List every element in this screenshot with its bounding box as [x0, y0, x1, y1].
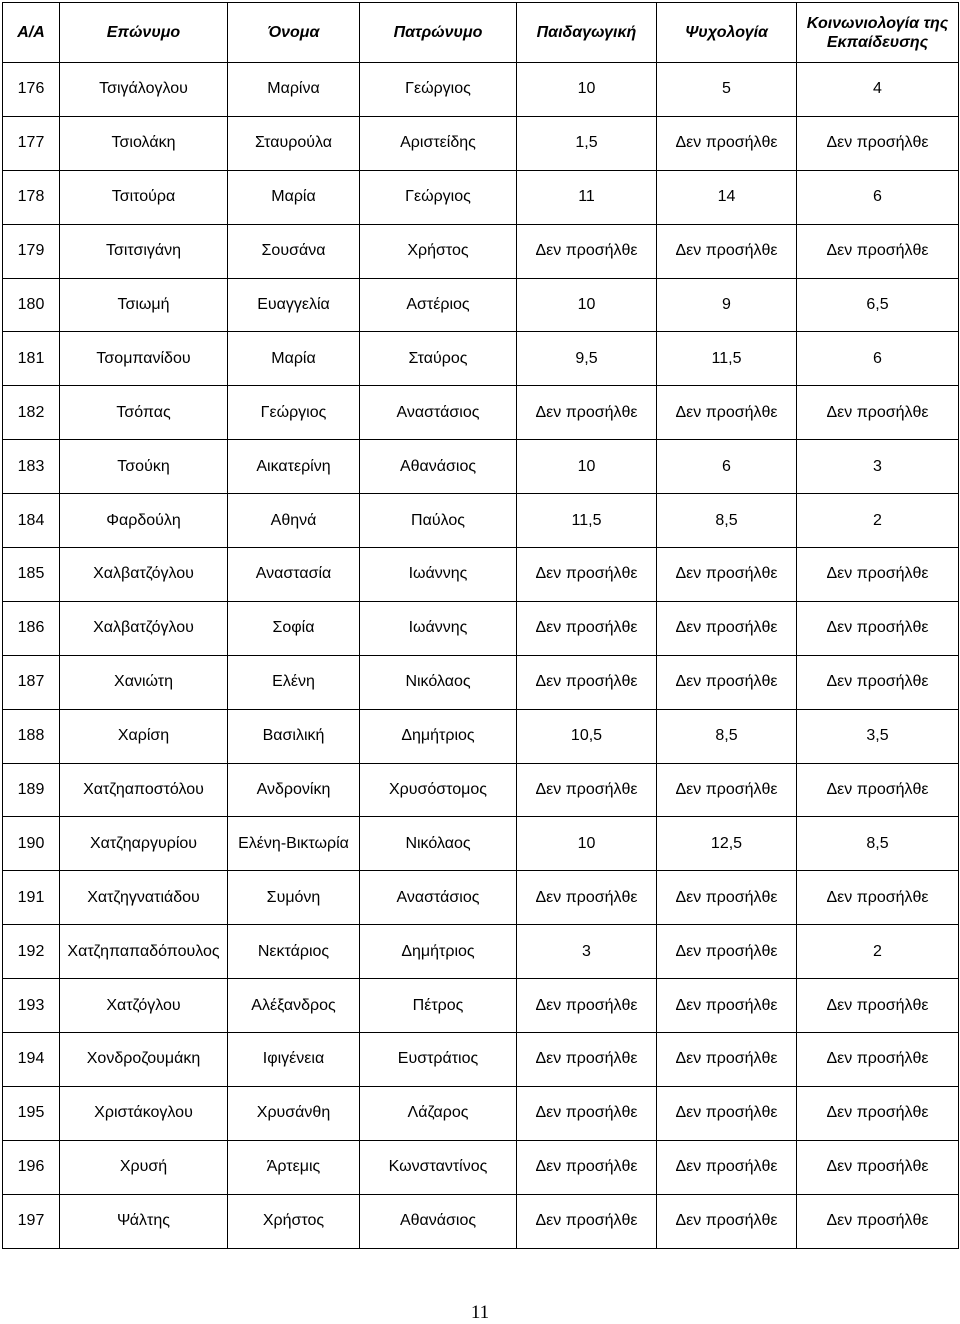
cell-father: Δημήτριος — [360, 709, 517, 763]
cell-sociology: Δεν προσήλθε — [797, 386, 959, 440]
cell-name: Ευαγγελία — [228, 278, 360, 332]
cell-father: Ιωάννης — [360, 601, 517, 655]
cell-father: Ευστράτιος — [360, 1033, 517, 1087]
cell-pedagogy: Δεν προσήλθε — [517, 1194, 657, 1248]
cell-sociology: Δεν προσήλθε — [797, 224, 959, 278]
table-row — [3, 1086, 959, 1140]
cell-father: Νικόλαος — [360, 817, 517, 871]
cell-psychology: 6 — [657, 440, 797, 494]
cell-name: Μαρία — [228, 332, 360, 386]
cell-aa: 178 — [3, 170, 60, 224]
cell-aa: 179 — [3, 224, 60, 278]
cell-name: Ελένη-Βικτωρία — [228, 817, 360, 871]
header-aa: Α/Α — [3, 3, 60, 63]
cell-father: Αθανάσιος — [360, 1194, 517, 1248]
cell-father: Γεώργιος — [360, 170, 517, 224]
cell-surname: Χρυσή — [60, 1140, 228, 1194]
cell-aa: 186 — [3, 601, 60, 655]
cell-father: Νικόλαος — [360, 655, 517, 709]
cell-psychology: Δεν προσήλθε — [657, 116, 797, 170]
table-body — [3, 63, 959, 1249]
table-row — [3, 116, 959, 170]
cell-sociology: 6 — [797, 170, 959, 224]
table-row — [3, 655, 959, 709]
cell-name: Χρήστος — [228, 1194, 360, 1248]
cell-father: Αθανάσιος — [360, 440, 517, 494]
table-row — [3, 386, 959, 440]
cell-surname: Χατζόγλου — [60, 979, 228, 1033]
table-row — [3, 63, 959, 117]
cell-psychology: Δεν προσήλθε — [657, 979, 797, 1033]
table-row — [3, 979, 959, 1033]
cell-name: Αλέξανδρος — [228, 979, 360, 1033]
cell-name: Ελένη — [228, 655, 360, 709]
cell-pedagogy: 10 — [517, 278, 657, 332]
results-table — [2, 2, 959, 1249]
cell-psychology: Δεν προσήλθε — [657, 224, 797, 278]
cell-sociology: Δεν προσήλθε — [797, 1086, 959, 1140]
cell-surname: Τσόπας — [60, 386, 228, 440]
header-pedagogy: Παιδαγωγική — [517, 3, 657, 63]
cell-sociology: 3,5 — [797, 709, 959, 763]
table-row — [3, 871, 959, 925]
cell-father: Λάζαρος — [360, 1086, 517, 1140]
cell-psychology: 8,5 — [657, 494, 797, 548]
cell-surname: Τσιτούρα — [60, 170, 228, 224]
table-row — [3, 1194, 959, 1248]
cell-name: Ιφιγένεια — [228, 1033, 360, 1087]
cell-surname: Χαλβατζόγλου — [60, 548, 228, 602]
cell-psychology: 12,5 — [657, 817, 797, 871]
cell-pedagogy: 10 — [517, 817, 657, 871]
cell-name: Νεκτάριος — [228, 925, 360, 979]
page-number: 11 — [470, 1302, 490, 1323]
cell-pedagogy: Δεν προσήλθε — [517, 224, 657, 278]
cell-aa: 187 — [3, 655, 60, 709]
cell-surname: Τσιωμή — [60, 278, 228, 332]
cell-pedagogy: Δεν προσήλθε — [517, 601, 657, 655]
cell-psychology: 11,5 — [657, 332, 797, 386]
cell-name: Σοφία — [228, 601, 360, 655]
cell-aa: 183 — [3, 440, 60, 494]
header-psychology: Ψυχολογία — [657, 3, 797, 63]
cell-surname: Τσιτσιγάνη — [60, 224, 228, 278]
cell-surname: Χατζηπαπαδόπουλος — [60, 925, 228, 979]
cell-aa: 191 — [3, 871, 60, 925]
cell-aa: 196 — [3, 1140, 60, 1194]
cell-surname: Τσιολάκη — [60, 116, 228, 170]
cell-surname: Χατζηγνατιάδου — [60, 871, 228, 925]
cell-name: Μαρία — [228, 170, 360, 224]
cell-pedagogy: Δεν προσήλθε — [517, 979, 657, 1033]
table-header — [3, 3, 959, 63]
cell-surname: Ψάλτης — [60, 1194, 228, 1248]
header-row — [3, 3, 959, 63]
cell-psychology: 14 — [657, 170, 797, 224]
cell-pedagogy: 11 — [517, 170, 657, 224]
cell-name: Άρτεμις — [228, 1140, 360, 1194]
cell-father: Ιωάννης — [360, 548, 517, 602]
cell-pedagogy: 11,5 — [517, 494, 657, 548]
cell-sociology: 4 — [797, 63, 959, 117]
cell-psychology: Δεν προσήλθε — [657, 386, 797, 440]
cell-name: Χρυσάνθη — [228, 1086, 360, 1140]
cell-father: Παύλος — [360, 494, 517, 548]
cell-surname: Τσιγάλογλου — [60, 63, 228, 117]
cell-aa: 184 — [3, 494, 60, 548]
cell-sociology: Δεν προσήλθε — [797, 1194, 959, 1248]
cell-pedagogy: Δεν προσήλθε — [517, 871, 657, 925]
cell-pedagogy: Δεν προσήλθε — [517, 1140, 657, 1194]
cell-aa: 192 — [3, 925, 60, 979]
header-name: Όνομα — [228, 3, 360, 63]
cell-name: Αικατερίνη — [228, 440, 360, 494]
cell-sociology: 3 — [797, 440, 959, 494]
cell-sociology: Δεν προσήλθε — [797, 1033, 959, 1087]
cell-sociology: 8,5 — [797, 817, 959, 871]
cell-name: Αθηνά — [228, 494, 360, 548]
cell-aa: 193 — [3, 979, 60, 1033]
table-row — [3, 1033, 959, 1087]
cell-psychology: Δεν προσήλθε — [657, 925, 797, 979]
table-row — [3, 332, 959, 386]
cell-sociology: 2 — [797, 494, 959, 548]
cell-surname: Χατζηαποστόλου — [60, 763, 228, 817]
cell-surname: Τσομπανίδου — [60, 332, 228, 386]
table-row — [3, 170, 959, 224]
cell-aa: 190 — [3, 817, 60, 871]
cell-psychology: Δεν προσήλθε — [657, 1086, 797, 1140]
cell-sociology: Δεν προσήλθε — [797, 655, 959, 709]
cell-aa: 177 — [3, 116, 60, 170]
cell-father: Χρήστος — [360, 224, 517, 278]
cell-aa: 197 — [3, 1194, 60, 1248]
cell-surname: Φαρδούλη — [60, 494, 228, 548]
cell-name: Μαρίνα — [228, 63, 360, 117]
cell-psychology: Δεν προσήλθε — [657, 1140, 797, 1194]
cell-sociology: Δεν προσήλθε — [797, 871, 959, 925]
table-row — [3, 709, 959, 763]
cell-pedagogy: 3 — [517, 925, 657, 979]
cell-aa: 195 — [3, 1086, 60, 1140]
cell-psychology: 9 — [657, 278, 797, 332]
cell-sociology: 6,5 — [797, 278, 959, 332]
cell-sociology: Δεν προσήλθε — [797, 601, 959, 655]
cell-pedagogy: 10,5 — [517, 709, 657, 763]
cell-aa: 194 — [3, 1033, 60, 1087]
cell-psychology: Δεν προσήλθε — [657, 1033, 797, 1087]
cell-father: Αστέριος — [360, 278, 517, 332]
cell-father: Δημήτριος — [360, 925, 517, 979]
table-row — [3, 440, 959, 494]
cell-aa: 189 — [3, 763, 60, 817]
header-sociology: Κοινωνιολογία της Εκπαίδευσης — [797, 3, 959, 63]
cell-father: Αναστάσιος — [360, 871, 517, 925]
table-row — [3, 548, 959, 602]
cell-father: Αριστείδης — [360, 116, 517, 170]
header-surname: Επώνυμο — [60, 3, 228, 63]
cell-aa: 185 — [3, 548, 60, 602]
cell-name: Βασιλική — [228, 709, 360, 763]
cell-sociology: Δεν προσήλθε — [797, 763, 959, 817]
table-row — [3, 278, 959, 332]
cell-father: Γεώργιος — [360, 63, 517, 117]
cell-surname: Χανιώτη — [60, 655, 228, 709]
cell-pedagogy: Δεν προσήλθε — [517, 548, 657, 602]
cell-father: Χρυσόστομος — [360, 763, 517, 817]
cell-surname: Τσούκη — [60, 440, 228, 494]
cell-name: Συμόνη — [228, 871, 360, 925]
table-row — [3, 1140, 959, 1194]
cell-father: Πέτρος — [360, 979, 517, 1033]
cell-aa: 182 — [3, 386, 60, 440]
table-row — [3, 925, 959, 979]
cell-psychology: Δεν προσήλθε — [657, 655, 797, 709]
cell-aa: 181 — [3, 332, 60, 386]
cell-surname: Χατζηαργυρίου — [60, 817, 228, 871]
cell-pedagogy: 10 — [517, 440, 657, 494]
cell-psychology: 5 — [657, 63, 797, 117]
cell-psychology: Δεν προσήλθε — [657, 601, 797, 655]
cell-sociology: Δεν προσήλθε — [797, 548, 959, 602]
cell-name: Αναστασία — [228, 548, 360, 602]
cell-pedagogy: 9,5 — [517, 332, 657, 386]
table-row — [3, 601, 959, 655]
cell-surname: Χριστάκογλου — [60, 1086, 228, 1140]
cell-surname: Χονδροζουμάκη — [60, 1033, 228, 1087]
cell-sociology: 2 — [797, 925, 959, 979]
cell-sociology: Δεν προσήλθε — [797, 1140, 959, 1194]
cell-pedagogy: Δεν προσήλθε — [517, 655, 657, 709]
cell-sociology: Δεν προσήλθε — [797, 979, 959, 1033]
table-row — [3, 763, 959, 817]
cell-psychology: 8,5 — [657, 709, 797, 763]
cell-pedagogy: Δεν προσήλθε — [517, 1033, 657, 1087]
cell-father: Αναστάσιος — [360, 386, 517, 440]
cell-name: Σουσάνα — [228, 224, 360, 278]
cell-psychology: Δεν προσήλθε — [657, 548, 797, 602]
cell-name: Σταυρούλα — [228, 116, 360, 170]
table-row — [3, 817, 959, 871]
cell-name: Ανδρονίκη — [228, 763, 360, 817]
cell-sociology: 6 — [797, 332, 959, 386]
cell-name: Γεώργιος — [228, 386, 360, 440]
cell-psychology: Δεν προσήλθε — [657, 871, 797, 925]
cell-father: Σταύρος — [360, 332, 517, 386]
cell-aa: 176 — [3, 63, 60, 117]
cell-surname: Χαρίση — [60, 709, 228, 763]
cell-pedagogy: 10 — [517, 63, 657, 117]
cell-father: Κωνσταντίνος — [360, 1140, 517, 1194]
table-row — [3, 494, 959, 548]
cell-pedagogy: Δεν προσήλθε — [517, 1086, 657, 1140]
table-row — [3, 224, 959, 278]
header-father: Πατρώνυμο — [360, 3, 517, 63]
cell-sociology: Δεν προσήλθε — [797, 116, 959, 170]
cell-psychology: Δεν προσήλθε — [657, 1194, 797, 1248]
cell-aa: 180 — [3, 278, 60, 332]
cell-pedagogy: Δεν προσήλθε — [517, 763, 657, 817]
cell-aa: 188 — [3, 709, 60, 763]
cell-surname: Χαλβατζόγλου — [60, 601, 228, 655]
cell-pedagogy: Δεν προσήλθε — [517, 386, 657, 440]
cell-psychology: Δεν προσήλθε — [657, 763, 797, 817]
cell-pedagogy: 1,5 — [517, 116, 657, 170]
